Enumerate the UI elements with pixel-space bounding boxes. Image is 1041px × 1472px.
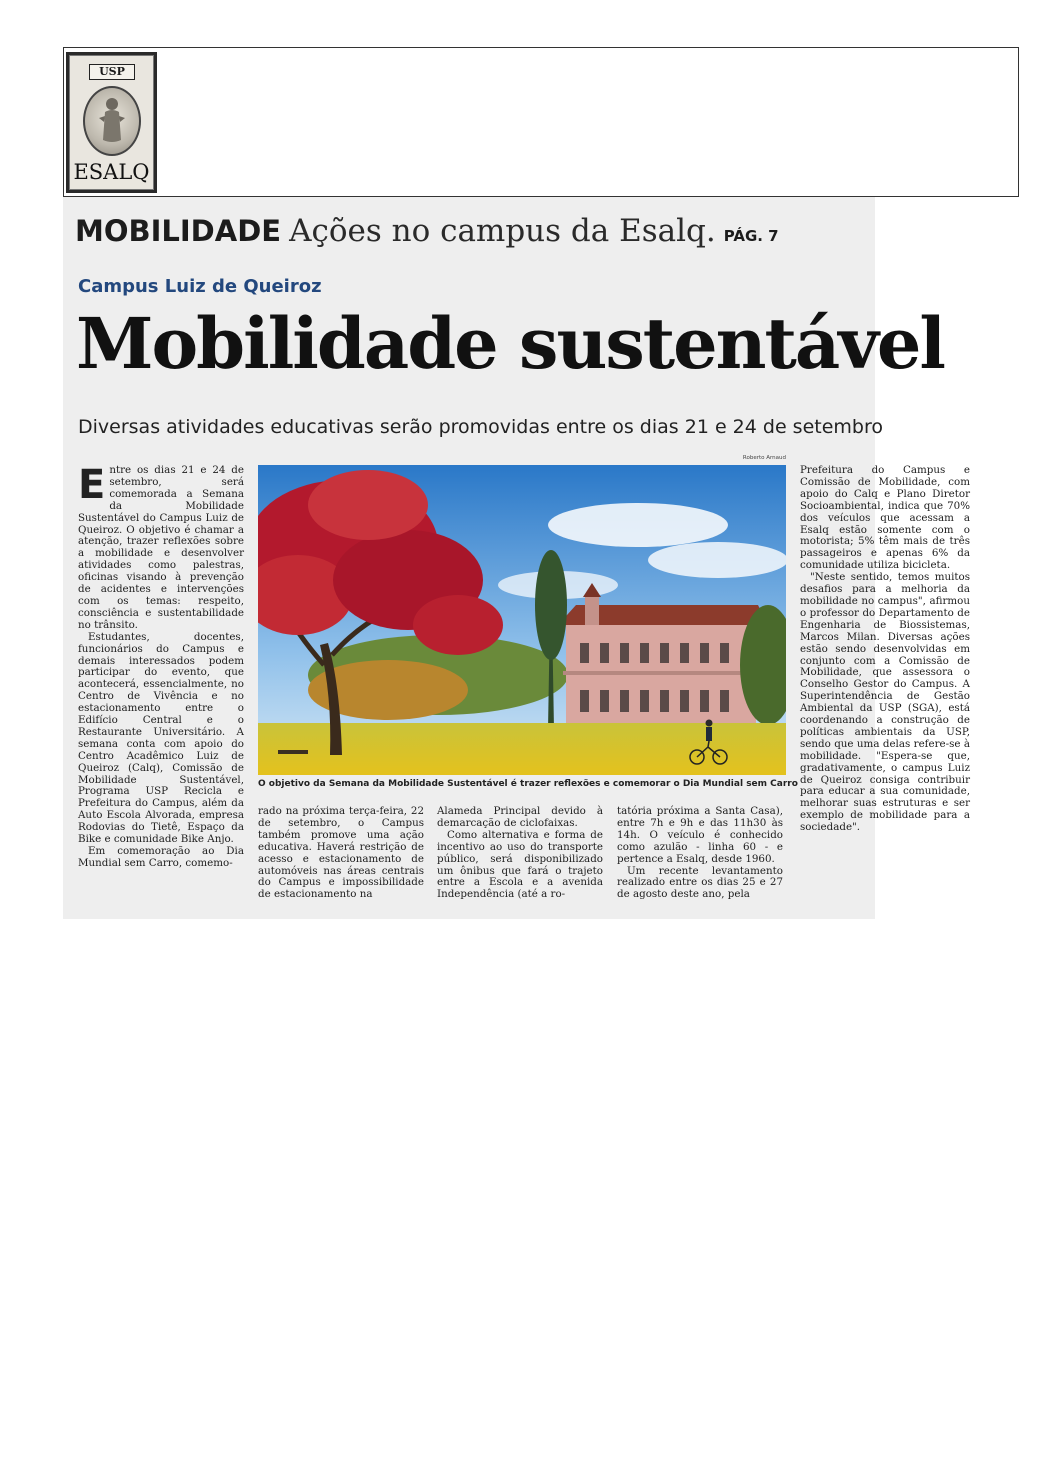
campus-photo	[258, 465, 786, 775]
logo-frame	[69, 55, 154, 190]
text-column-4	[617, 806, 783, 901]
paragraph: Um recente levantamento realizado entre os dias 25 e 27 de agosto deste ano, pela	[617, 864, 783, 901]
text-column-2	[258, 806, 424, 901]
logo-esalq-text: ESALQ	[73, 160, 150, 184]
article-headline: Mobilidade sustentável	[76, 302, 945, 385]
logo-usp-text: USP	[89, 64, 135, 80]
logo-medallion-icon	[83, 86, 141, 156]
paragraph: "Neste sentido, temos muitos desafios para a melhoria da mobilidade no campus", afirmou o professor do Departamento de Engenharia de Biossistemas, Marcos Milan. Diversas ações estão sendo desenvolvidas em conjunto com a Comissão de Mobilidade, que assessora o Conselho Gestor do Campus. A Superintendência de Gestão Ambiental da USP (SGA), está coordenando a construção de políticas ambientais da USP, sendo que uma delas refere-se à mobilidade. "Espera-se que, gradativamente, o campus Luiz de Queiroz consiga contribuir para educar a sua comunidade, melhorar suas estruturas e ser exemplo de mobilidade para a sociedade".	[800, 571, 970, 834]
paragraph: tatória próxima a Santa Casa), entre 7h e 9h e das 11h30 às 14h. O veículo é conhecido como azulão - linha 60 - e pertence a Esalq, desde 1960.	[617, 805, 783, 865]
paragraph: rado na próxima terça-feira, 22 de setembro, o Campus também promove uma ação educativa. Haverá restrição de acesso e estacionamento de automóveis nas áreas centrais do Campus e impossibilidade de estacionamento na	[258, 805, 424, 901]
article-subhead: Diversas atividades educativas serão promovidas entre os dias 21 e 24 de setembro	[78, 416, 883, 438]
paragraph: Prefeitura do Campus e Comissão de Mobilidade, com apoio do Calq e Plano Diretor Socioambiental, indica que 70% dos veículos que acessam a Esalq estão somente com o motorista; 5% têm mais de três passageiros e apenas 6% da comunidade utiliza bicicleta.	[800, 464, 970, 572]
section-label: MOBILIDADE	[75, 214, 282, 248]
photo-caption: O objetivo da Semana da Mobilidade Sustentável é trazer reflexões e comemorar o Dia Mundial sem Carro	[258, 779, 798, 789]
section-banner	[75, 205, 865, 257]
text-column-3	[437, 806, 603, 901]
paragraph: Como alternativa e forma de incentivo ao uso do transporte público, será disponibilizado um ônibus que fará o trajeto entre a Escola e a avenida Independência (até a ro-	[437, 828, 603, 901]
paragraph-text: ntre os dias 21 e 24 de setembro, será comemorada a Semana da Mobilidade Sustentável do Campus Luiz de Queiroz. O objetivo é chamar a atenção, trazer reflexões sobre a mobilidade e desenvolver atividades como palestras, oficinas visando à prevenção de acidentes e intervenções com os temas: respeito, consciência e sustentabilidade no trânsito.	[78, 464, 244, 631]
paragraph: Estudantes, docentes, funcionários do Campus e demais interessados podem participar do evento, que acontecerá, essencialmente, no Centro de Vivência e no estacionamento entre o Edifício Central e o Restaurante Universitário. A semana conta com apoio do Centro Acadêmico Luiz de Queiroz (Calq), Comissão de Mobilidade Sustentável, Programa USP Recicla e Prefeitura do Campus, além da Auto Escola Alvorada, empresa Rodovias do Tietê, Espaço da Bike e comunidade Bike Anjo.	[78, 630, 244, 846]
drop-cap: E	[78, 462, 106, 508]
page-reference: PÁG. 7	[723, 227, 779, 245]
paragraph-intro	[78, 462, 244, 632]
esalq-logo	[66, 52, 157, 193]
article-kicker: Campus Luiz de Queiroz	[78, 276, 322, 297]
paragraph: Em comemoração ao Dia Mundial sem Carro, comemo-	[78, 845, 244, 869]
banner-title: Ações no campus da Esalq.	[289, 213, 716, 249]
text-column-5	[800, 465, 970, 910]
clipping-header-box	[63, 47, 1019, 197]
text-column-1	[78, 462, 244, 910]
paragraph: Alameda Principal devido à demarcação de ciclofaixas.	[437, 805, 603, 829]
photo-credit: Roberto Arnaud	[742, 455, 786, 461]
